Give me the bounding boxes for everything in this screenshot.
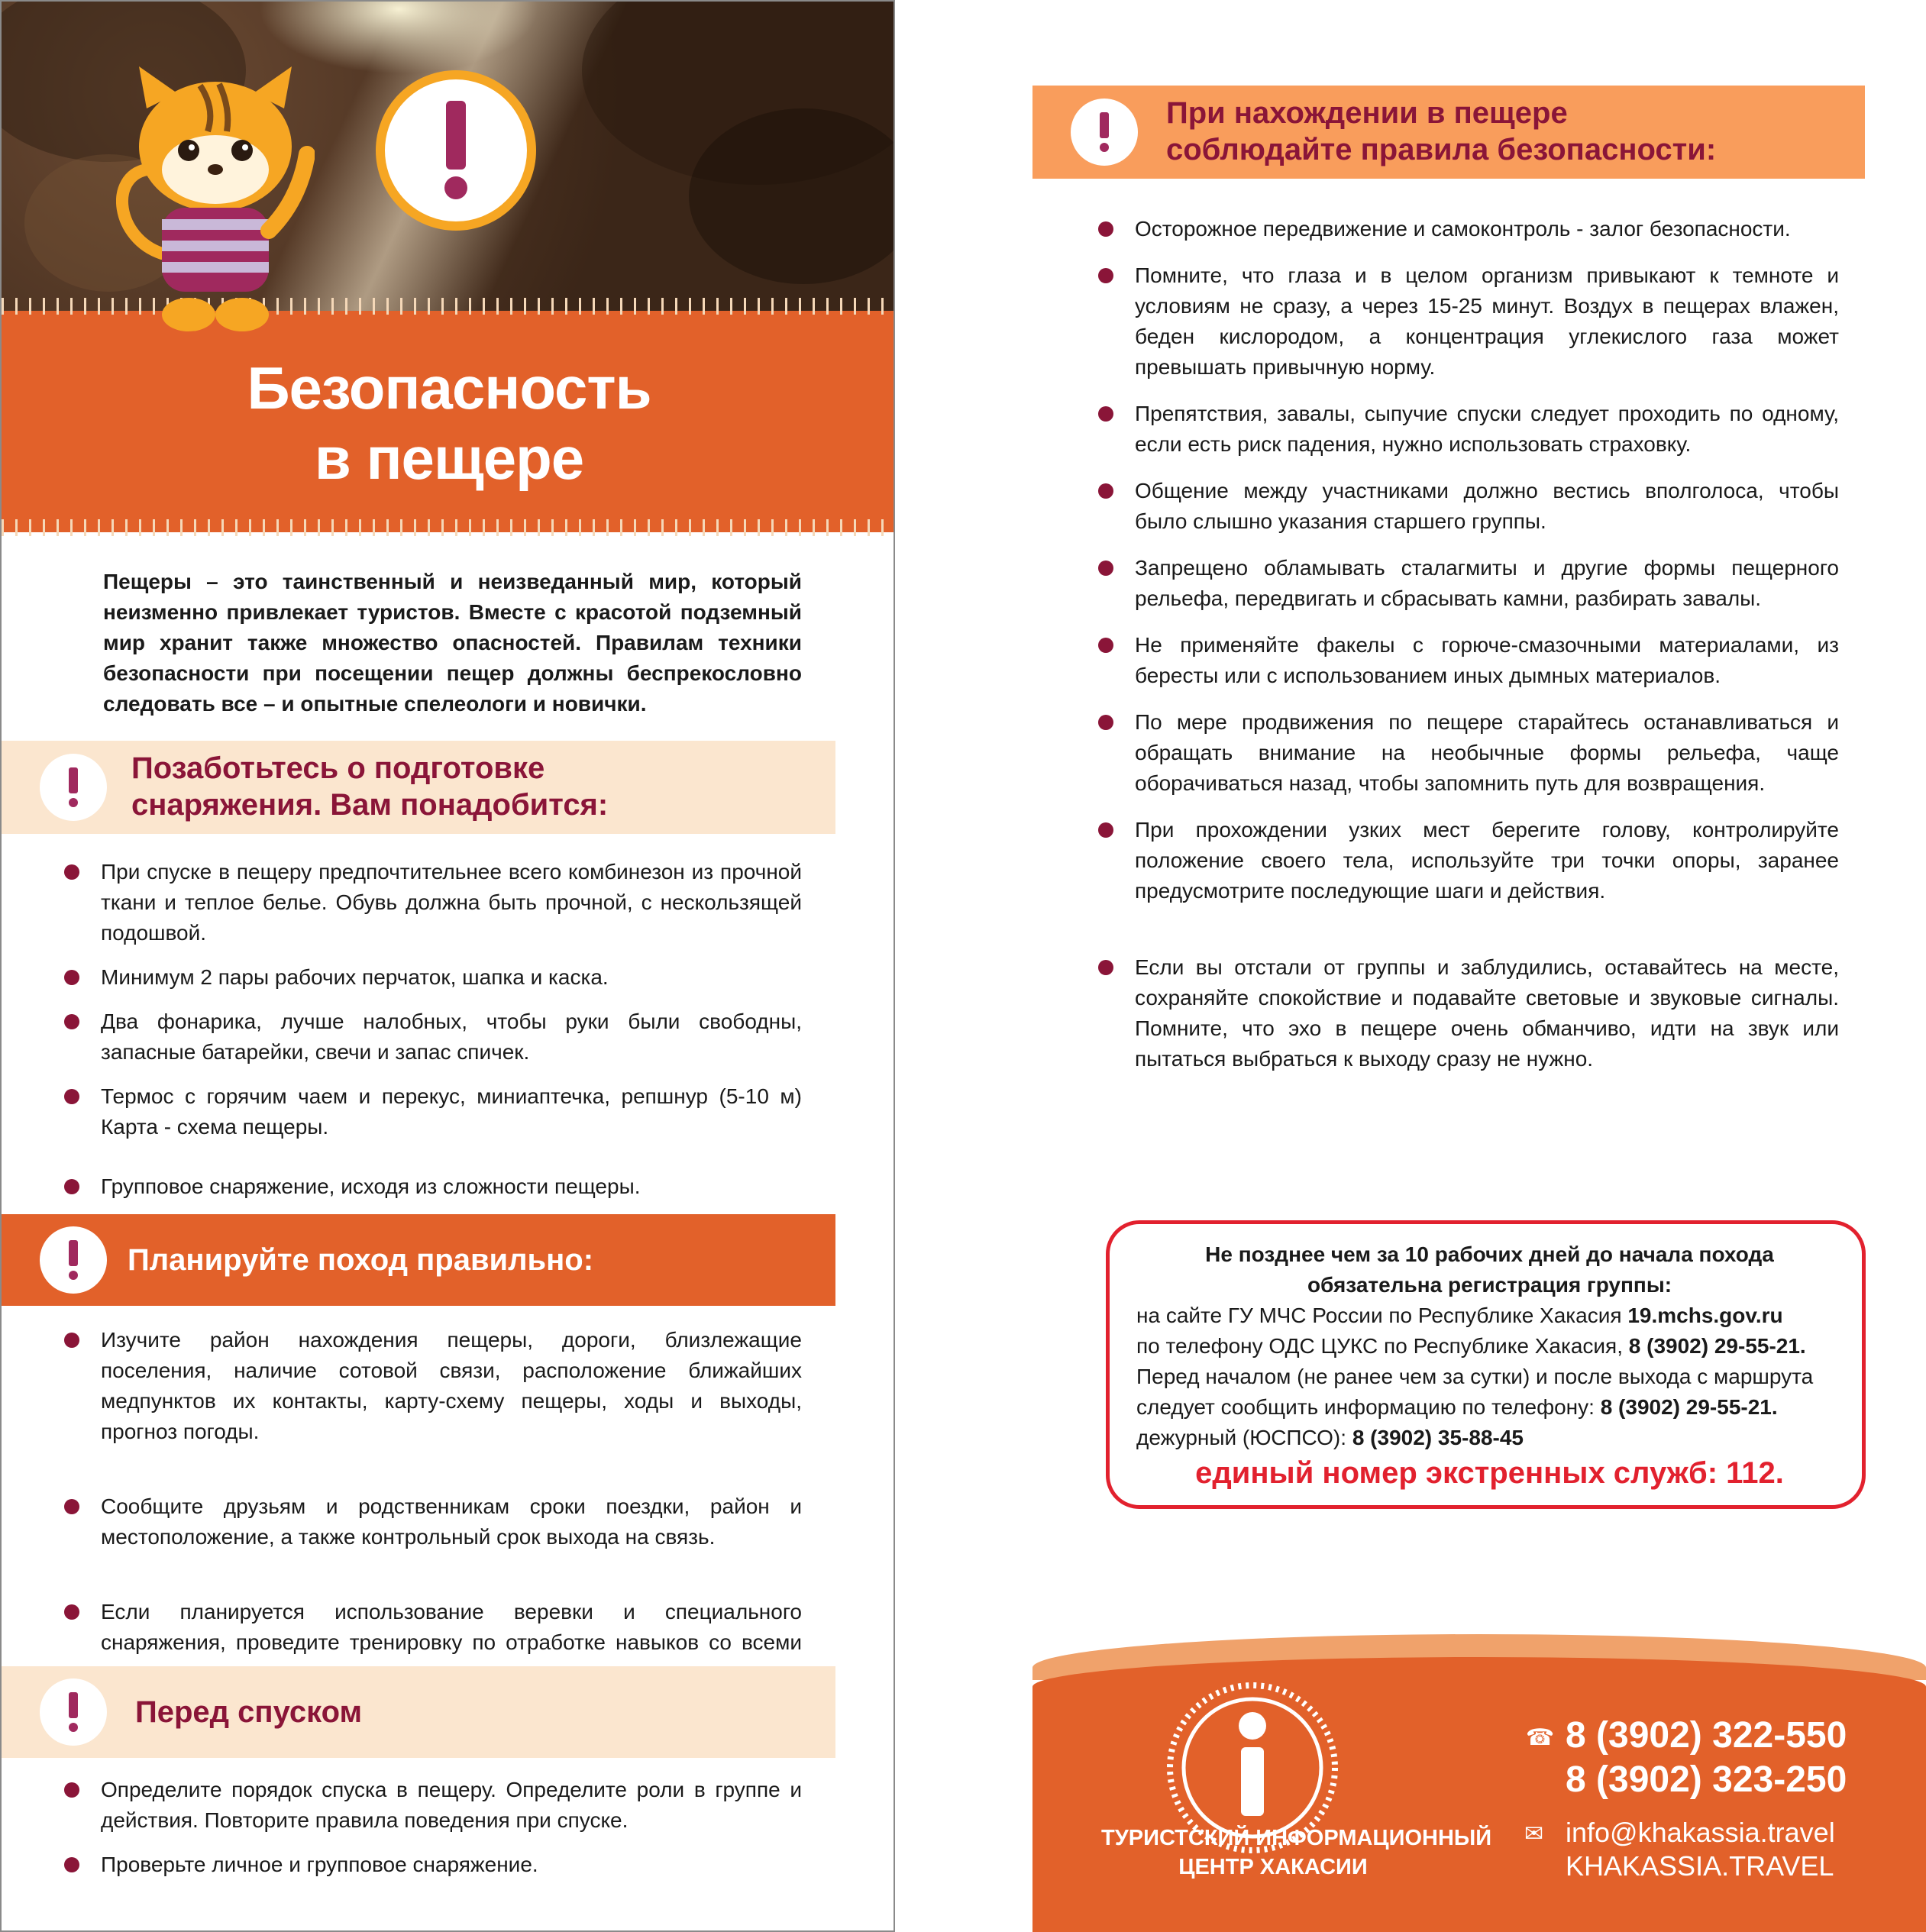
list-item: Общение между участниками должно вестись вполголоса, чтобы было слышно указания старшего группы. <box>1135 476 1839 537</box>
list-item: Препятствия, завалы, сыпучие спуски следует проходить по одному, если есть риск падения, нужно использовать страховку. <box>1135 399 1839 460</box>
list-item: Термос с горячим чаем и перекус, миниаптечка, репшнур (5-10 м) Карта - схема пещеры. <box>101 1081 802 1142</box>
before-start-line-2: следует сообщить информацию по телефону: 8 (3902) 29-55-21. <box>1136 1395 1778 1419</box>
list-item: Не применяйте факелы с горюче-смазочными материалами, из бересты или с использованием иных дымных материалов. <box>1135 630 1839 691</box>
rules-list <box>1135 214 1839 1074</box>
section-equipment-title: Позаботьтесь о подготовке снаряжения. Вам понадобится: <box>131 751 609 822</box>
section-before-title: Перед спуском <box>135 1695 363 1729</box>
list-item: Групповое снаряжение, исходя из сложности пещеры. <box>101 1171 802 1202</box>
registration-site-line: на сайте ГУ МЧС России по Республике Хакасия 19.mchs.gov.ru <box>1136 1304 1783 1327</box>
section-before-header <box>2 1666 835 1758</box>
registration-info-box <box>1106 1220 1866 1509</box>
exclamation-icon <box>1071 99 1138 166</box>
plan-list <box>101 1325 802 1688</box>
phone-1[interactable]: 8 (3902) 322-550 <box>1566 1715 1847 1756</box>
list-item: При спуске в пещеру предпочтительнее всего комбинезон из прочной ткани и теплое белье. Обувь должна быть прочной, с нескользящей подошвой. <box>101 857 802 948</box>
section-equipment-header <box>2 741 835 834</box>
list-item: Определите порядок спуска в пещеру. Определите роли в группе и действия. Повторите правила поведения при спуске. <box>101 1775 802 1836</box>
section-rules-header <box>1032 86 1865 179</box>
list-item: Если вы отстали от группы и заблудились, оставайтесь на месте, сохраняйте спокойствие и подавайте световые и звуковые сигналы. Помните, что эхо в пещере очень обманчиво, идти на звук или пытаться выбраться к выходу сразу не нужно. <box>1135 952 1839 1074</box>
registration-phone-line: по телефону ОДС ЦУКС по Республике Хакасия, 8 (3902) 29-55-21. <box>1136 1334 1806 1358</box>
emergency-number: единый номер экстренных служб: 112. <box>1195 1456 1784 1490</box>
list-item: Два фонарика, лучше налобных, чтобы руки были свободны, запасные батарейки, свечи и запас спичек. <box>101 1006 802 1068</box>
phone-icon: ☎ <box>1526 1725 1555 1750</box>
left-panel <box>0 0 895 1932</box>
section-plan-title: Планируйте поход правильно: <box>128 1243 594 1277</box>
duty-line: дежурный (ЮСПСО): 8 (3902) 35-88-45 <box>1136 1426 1524 1449</box>
stitch-bottom-decoration <box>2 519 895 536</box>
intro-paragraph: Пещеры – это таинственный и неизведанный мир, который неизменно привлекает туристов. Вместе с красотой подземный мир хранит также множество опасностей. Правилам техники безопасности при посещении пещер должны беспрекословно следовать все – и опытные спелеологи и новички. <box>103 570 802 716</box>
list-item: Изучите район нахождения пещеры, дороги, близлежащие поселения, наличие сотовой связи, расположение ближайших медпунктов их контакты, карту-схему пещеры, ходы и выходы, прогноз погоды. <box>101 1325 802 1447</box>
section-rules-title: При нахождении в пещере соблюдайте правила безопасности: <box>1166 96 1717 166</box>
list-item: Помните, что глаза и в целом организм привыкают к темноте и условиям не сразу, а через 15-25 минут. Воздух в пещерах влажен, беден кислородом, а концентрация углекислого газа может превышать привычную норму. <box>1135 260 1839 383</box>
equipment-list <box>101 857 802 1202</box>
mail-icon: ✉ <box>1524 1821 1544 1846</box>
section-plan-header <box>2 1214 835 1306</box>
hamster-mascot <box>116 63 315 345</box>
footer-phones <box>1566 1714 1847 1802</box>
exclamation-bubble-icon <box>376 70 536 231</box>
footer-web <box>1566 1816 1835 1883</box>
exclamation-icon <box>40 754 107 821</box>
list-item: Если планируется использование веревки и специального снаряжения, проведите тренировку по отработке навыков со всеми <box>101 1597 802 1688</box>
before-list <box>101 1775 802 1880</box>
list-item: Сообщите друзьям и родственникам сроки поездки, район и местоположение, а также контрольный срок выхода на связь. <box>101 1491 802 1552</box>
registration-heading-2: обязательна регистрация группы: <box>1307 1273 1672 1297</box>
page-title: Безопасность в пещере <box>247 354 651 492</box>
before-start-line-1: Перед началом (не ранее чем за сутки) и после выхода с маршрута <box>1136 1365 1814 1388</box>
list-item: По мере продвижения по пещере старайтесь останавливаться и обращать внимание на необычные формы рельефа, чаще оборачиваться назад, чтобы запомнить путь для возвращения. <box>1135 707 1839 799</box>
phone-2[interactable]: 8 (3902) 323-250 <box>1566 1759 1847 1800</box>
list-item: Осторожное передвижение и самоконтроль - залог безопасности. <box>1135 214 1839 244</box>
list-item: Минимум 2 пары рабочих перчаток, шапка и каска. <box>101 962 802 993</box>
exclamation-icon <box>40 1678 107 1746</box>
exclamation-icon <box>40 1226 107 1294</box>
org-name: ТУРИСТСКИЙ ИНФОРМАЦИОННЫЙ ЦЕНТР ХАКАСИИ <box>1101 1826 1492 1879</box>
registration-heading-1: Не позднее чем за 10 рабочих дней до начала похода <box>1205 1242 1774 1266</box>
site-link[interactable]: KHAKASSIA.TRAVEL <box>1566 1850 1834 1882</box>
list-item: При прохождении узких мест берегите голову, контролируйте положение своего тела, используйте три точки опоры, заранее предусмотрите последующие шаги и действия. <box>1135 815 1839 906</box>
list-item: Запрещено обламывать сталагмиты и другие формы пещерного рельефа, передвигать и сбрасывать камни, разбирать завалы. <box>1135 553 1839 614</box>
mchs-site-link[interactable]: 19.mchs.gov.ru <box>1627 1304 1783 1327</box>
list-item: Проверьте личное и групповое снаряжение. <box>101 1850 802 1880</box>
email-link[interactable]: info@khakassia.travel <box>1566 1817 1835 1848</box>
